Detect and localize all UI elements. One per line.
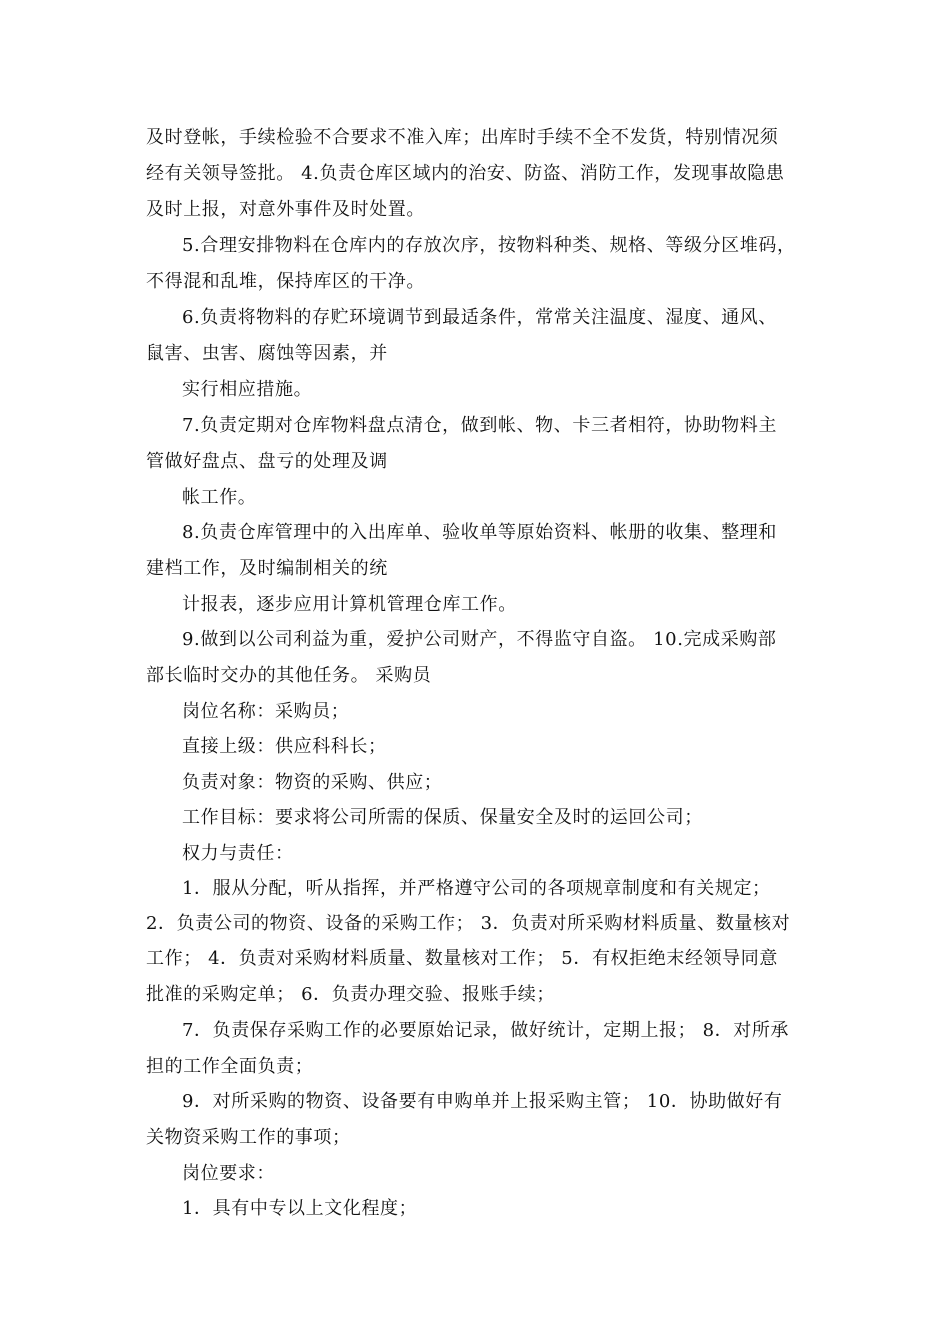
text-line: 9.做到以公司利益为重，爱护公司财产，不得监守自盗。 10.完成采购部 [182,629,777,650]
text-line: 1．具有中专以上文化程度； [182,1198,418,1219]
text-line: 批准的采购定单； 6．负责办理交验、报账手续； [146,984,555,1005]
text-line: 岗位名称：采购员； [182,701,350,722]
text-line: 5.合理安排物料在仓库内的存放次序，按物料种类、规格、等级分区堆码， [182,235,796,256]
text-line: 及时登帐，手续检验不合要求不准入库；出库时手续不全不发货，特别情况须 [146,127,779,148]
text-line: 计报表，逐步应用计算机管理仓库工作。 [182,594,517,615]
text-line: 2．负责公司的物资、设备的采购工作； 3．负责对所采购材料质量、数量核对 [146,913,791,934]
text-line: 9．对所采购的物资、设备要有申购单并上报采购主管； 10．协助做好有 [182,1091,783,1112]
text-line: 权力与责任： [182,843,294,864]
text-line: 负责对象：物资的采购、供应； [182,772,443,793]
text-line: 部长临时交办的其他任务。 采购员 [146,665,432,686]
text-line: 岗位要求： [182,1163,275,1184]
text-line: 7.负责定期对仓库物料盘点清仓，做到帐、物、卡三者相符，协助物料主 [182,415,777,436]
text-line: 工作目标：要求将公司所需的保质、保量安全及时的运回公司； [182,807,703,828]
text-line: 实行相应措施。 [182,379,313,400]
text-line: 工作； 4．负责对采购材料质量、数量核对工作； 5．有权拒绝末经领导同意 [146,948,778,969]
text-line: 不得混和乱堆，保持库区的干净。 [146,271,425,292]
text-line: 经有关领导签批。 4.负责仓库区域内的治安、防盗、消防工作，发现事故隐患 [146,163,785,184]
text-line: 6.负责将物料的存贮环境调节到最适条件，常常关注温度、湿度、通风、 [182,307,777,328]
text-line: 及时上报，对意外事件及时处置。 [146,199,425,220]
text-line: 鼠害、虫害、腐蚀等因素，并 [146,343,388,364]
text-line: 担的工作全面负责； [146,1056,314,1077]
text-line: 7．负责保存采购工作的必要原始记录，做好统计，定期上报； 8．对所承 [182,1020,790,1041]
text-line: 直接上级：供应科科长； [182,736,387,757]
text-line: 管做好盘点、盘亏的处理及调 [146,451,388,472]
text-line: 8.负责仓库管理中的入出库单、验收单等原始资料、帐册的收集、整理和 [182,522,777,543]
text-line: 关物资采购工作的事项； [146,1127,351,1148]
text-line: 1．服从分配，听从指挥，并严格遵守公司的各项规章制度和有关规定； [182,878,771,899]
text-line: 建档工作，及时编制相关的统 [146,558,388,579]
text-line: 帐工作。 [182,487,257,508]
